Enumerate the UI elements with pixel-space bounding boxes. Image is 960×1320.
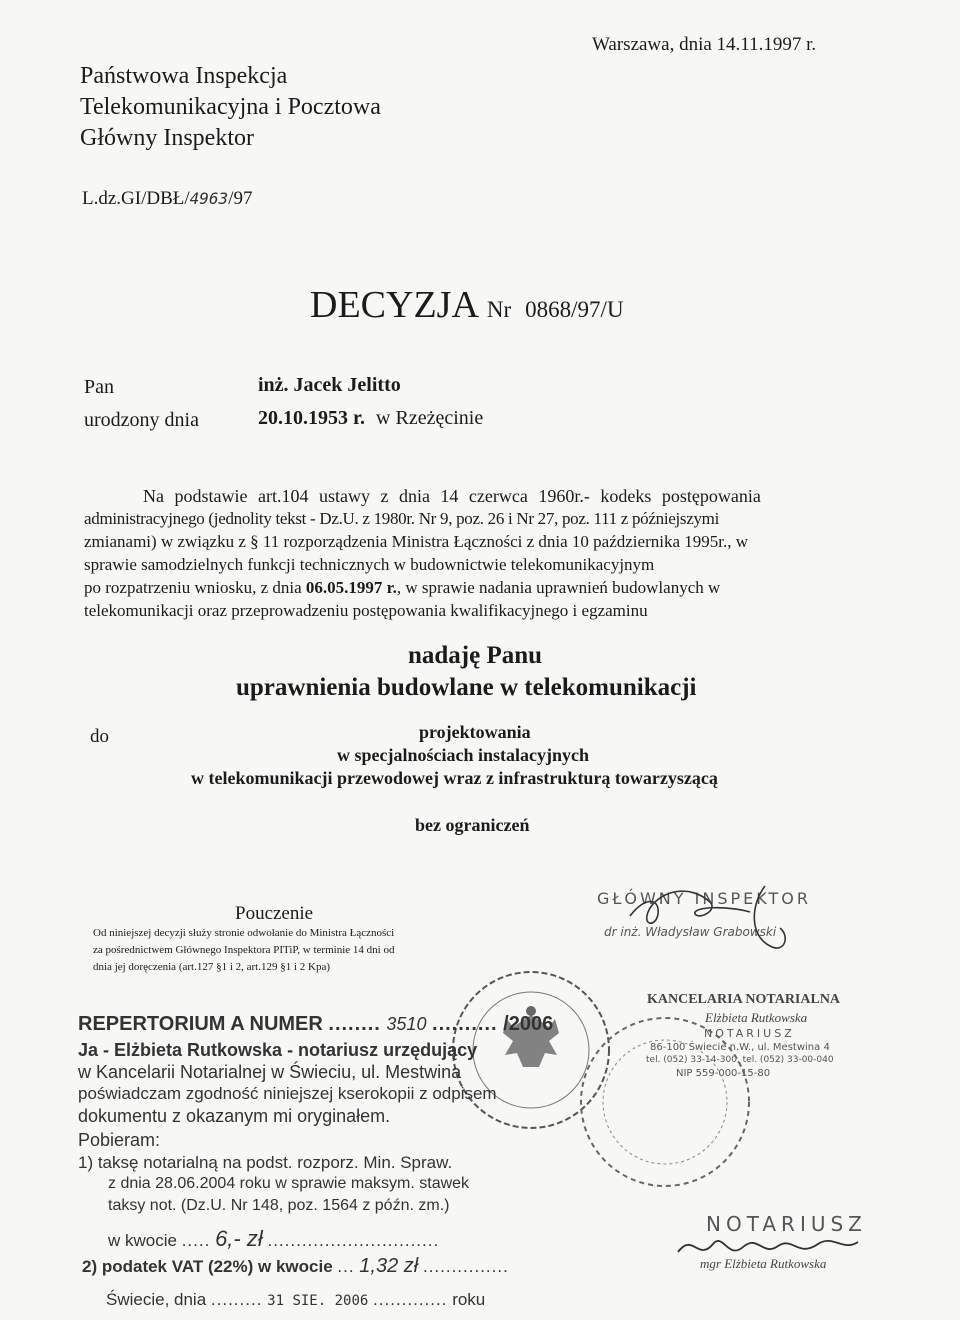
reference-suffix: /97 <box>228 188 253 209</box>
cert-line-1: Ja - Elżbieta Rutkowska - notariusz urzędujący <box>78 1040 478 1060</box>
body-line-6 <box>84 578 720 598</box>
instruction-line-3: dnia jej doręczenia (art.127 §1 i 2, art.129 §1 i 2 Kpa) <box>93 961 331 973</box>
decision-number: 0868/97/U <box>525 297 624 322</box>
notary-stamp-line-2: Elżbieta Rutkowska <box>705 1010 808 1025</box>
scope-line-3: w telekomunikacji przewodowej wraz z infrastrukturą towarzyszącą <box>191 768 718 788</box>
application-date: 06.05.1997 r. <box>305 578 397 597</box>
notary-round-seal <box>575 1012 755 1192</box>
vat-dots-2: ............... <box>422 1257 509 1276</box>
org-line-1: Państwowa Inspekcja <box>80 63 288 89</box>
born-date: 20.10.1953 r. <box>258 407 366 429</box>
body-line-6-b: , w sprawie nadania uprawnień budowlanych w <box>396 578 721 597</box>
repertorium-dots-2: .......... <box>432 1013 498 1035</box>
scope-restriction: bez ograniczeń <box>415 815 530 835</box>
repertorium-label: REPERTORIUM A NUMER <box>78 1013 323 1035</box>
born-label: urodzony dnia <box>84 409 199 431</box>
cert-line-4: dokumentu z okazanym mi oryginałem. <box>78 1106 391 1126</box>
place-date-stamp: 31 SIE. 2006 <box>267 1293 369 1309</box>
vat-value: 1,32 zł <box>359 1255 419 1277</box>
scope-line-1: projektowania <box>419 722 531 742</box>
instruction-title: Pouczenie <box>235 903 314 924</box>
body-line-6-a: po rozpatrzeniu wniosku, z dnia <box>84 578 306 597</box>
decision-title <box>310 283 624 327</box>
body-line-3: zmianami) w związku z § 11 rozporządzenia Ministra Łączności z dnia 10 października 1995r., w <box>84 532 748 551</box>
notary-stamp-line-4: 86-100 Świecie n.W., ul. Mestwina 4 <box>650 1042 830 1053</box>
fee-dots-2: .............................. <box>267 1231 440 1250</box>
charges-label: Pobieram: <box>78 1130 161 1150</box>
decision-word: DECYZJA <box>310 284 479 326</box>
reference-prefix: L.dz.GI/DBŁ/ <box>82 188 190 209</box>
repertorium-line <box>78 1013 553 1036</box>
notary-stamp-line-3: NOTARIUSZ <box>704 1027 795 1040</box>
decision-nr-label: Nr <box>486 297 512 322</box>
fee-dots-1: ..... <box>181 1231 211 1250</box>
repertorium-number: 3510 <box>386 1014 427 1034</box>
grant-line-1: nadaję Panu <box>408 642 543 669</box>
body-line-2: administracyjnego (jednolity tekst - Dz.U. z 1980r. Nr 9, poz. 26 i Nr 27, poz. 111 z późniejszymi <box>84 509 720 528</box>
scope-do-label: do <box>90 726 109 747</box>
born-place: w Rzeżęcinie <box>376 407 484 429</box>
notary-signature <box>668 1222 868 1272</box>
grant-line-2: uprawnienia budowlane w telekomunikacji <box>236 674 697 701</box>
inspector-stamp-title: GŁÓWNY INSPEKTOR <box>597 889 811 908</box>
pan-label: Pan <box>84 376 114 398</box>
charge-item-1-c: taksy not. (Dz.U. Nr 148, poz. 1564 z późn. zm.) <box>108 1197 450 1214</box>
year-word: roku <box>452 1290 486 1309</box>
vat-dots-1: ... <box>337 1257 355 1276</box>
place-dots-2: ............. <box>373 1290 448 1309</box>
notary-signature-name: mgr Elżbieta Rutkowska <box>700 1256 827 1271</box>
body-line-7: telekomunikacji oraz przeprowadzeniu postępowania kwalifikacyjnego i egzaminu <box>84 601 648 620</box>
inspector-signature <box>600 876 800 966</box>
instruction-line-2: za pośrednictwem Głównego Inspektora PITiP, w terminie 14 dni od <box>93 944 395 956</box>
instruction-line-1: Od niniejszej decyzji służy stronie odwołanie do Ministra Łączności <box>93 927 395 939</box>
charge-item-1-b: z dnia 28.06.2004 roku w sprawie maksym. stawek <box>108 1175 470 1192</box>
vat-line <box>82 1255 509 1278</box>
fee-label: w kwocie <box>108 1231 177 1250</box>
born-info <box>258 407 483 430</box>
org-line-3: Główny Inspektor <box>80 125 254 151</box>
body-line-4: sprawie samodzielnych funkcji technicznych w budownictwie telekomunikacyjnym <box>84 555 655 574</box>
reference-handwritten: 4963 <box>189 189 229 208</box>
person-name: inż. Jacek Jelitto <box>258 374 401 396</box>
notary-stamp-line-6: NIP 559-000-15-80 <box>676 1068 771 1079</box>
inspector-stamp-name: dr inż. Władysław Grabowski <box>604 925 777 939</box>
place-label: Świecie, dnia <box>106 1290 207 1309</box>
repertorium-dots-1: ........ <box>328 1013 381 1035</box>
repertorium-suffix: /2006 <box>503 1013 554 1035</box>
org-line-2: Telekomunikacyjna i Pocztowa <box>80 94 381 120</box>
fee-line <box>108 1226 439 1252</box>
reference-number <box>82 188 252 210</box>
vat-label: 2) podatek VAT (22%) w kwocie <box>82 1257 333 1276</box>
scope-line-2: w specjalnościach instalacyjnych <box>337 745 589 765</box>
fee-value: 6,- zł <box>215 1226 263 1251</box>
place-date-line <box>106 1290 485 1310</box>
notary-signature-title: NOTARIUSZ <box>706 1212 867 1236</box>
charge-item-1-a: 1) taksę notarialną na podst. rozporz. Min. Spraw. <box>78 1153 453 1172</box>
place-date: Warszawa, dnia 14.11.1997 r. <box>592 34 817 55</box>
notary-stamp-line-5: tel. (052) 33-14-300, tel. (052) 33-00-040 <box>646 1055 834 1065</box>
place-dots-1: ......... <box>210 1290 263 1309</box>
cert-line-2: w Kancelarii Notarialnej w Świeciu, ul. Mestwina <box>78 1062 462 1082</box>
cert-line-3: poświadczam zgodność niniejszej kserokopii z odpisem <box>78 1084 497 1103</box>
notary-stamp-line-1: KANCELARIA NOTARIALNA <box>647 992 841 1007</box>
body-line-1: Na podstawie art.104 ustawy z dnia 14 czerwca 1960r.- kodeks postępowania <box>143 486 761 506</box>
